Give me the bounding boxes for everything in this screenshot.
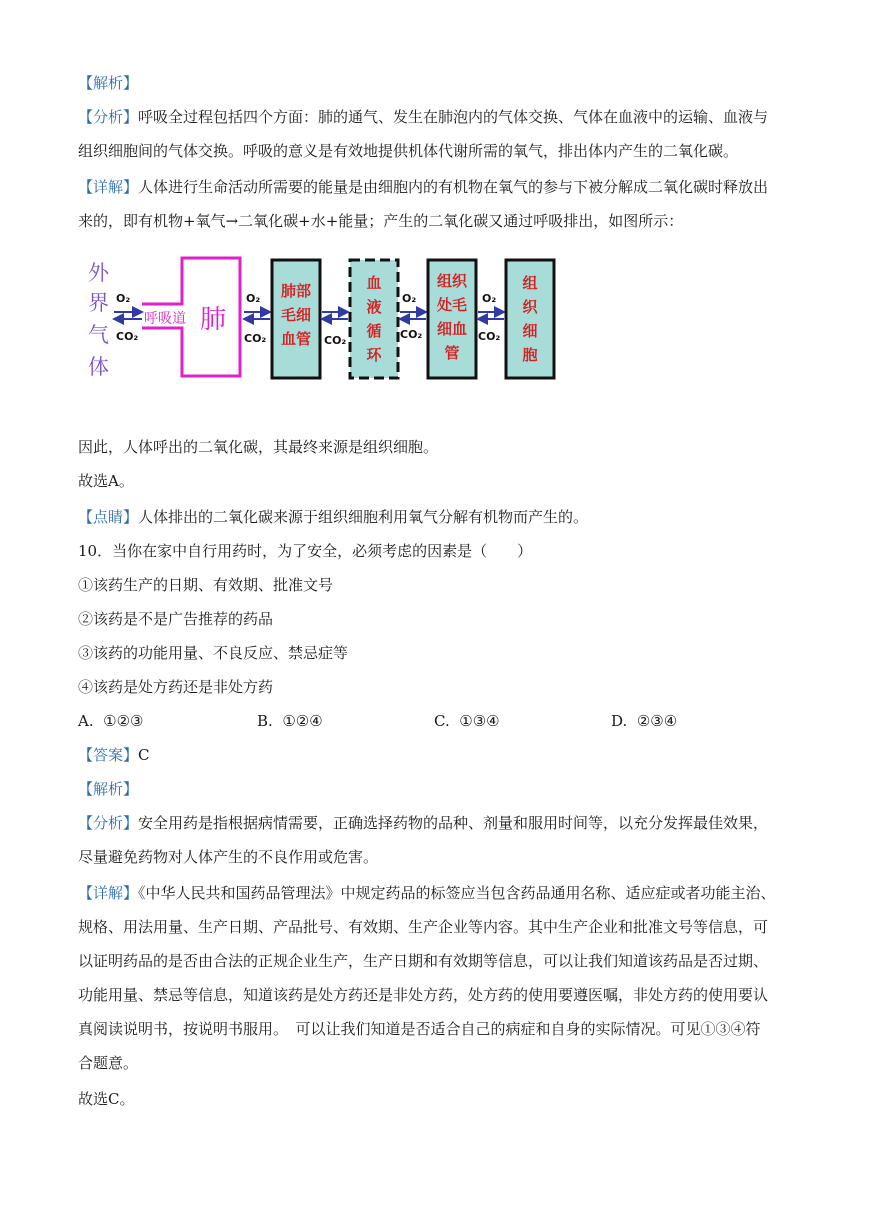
jiexi-heading: 【解析】 xyxy=(78,780,139,798)
xiangjie-line-1: 【详解】人体进行生命活动所需要的能量是由细胞内的有机物在氧气的参与下被分解成二氧化碳时释放出 xyxy=(78,178,769,196)
respiration-diagram xyxy=(84,252,556,388)
final-choice: 故选C。 xyxy=(78,1090,135,1108)
co2-label: CO₂ xyxy=(324,334,347,347)
blood-circulation-text: 环 xyxy=(366,346,382,364)
o2-label: O₂ xyxy=(482,292,497,305)
dianjing-tag: 【点睛】 xyxy=(78,508,139,526)
co2-label: CO₂ xyxy=(116,330,139,343)
fenxi-line-1: 【分析】安全用药是指根据病情需要，正确选择药物的品种、剂量和服用时间等，以充分发挥最佳效果， xyxy=(78,814,769,832)
xiangjie-line-3: 以证明药品的是否由合法的正规企业生产，生产日期和有效期等信息，可以让我们知道该药品是否过期、 xyxy=(78,952,769,970)
fenxi-line-1: 【分析】呼吸全过程包括四个方面：肺的通气、发生在肺泡内的气体交换、气体在血液中的运输、血液与 xyxy=(78,108,769,126)
co2-label: CO₂ xyxy=(478,330,501,343)
tissue-capillary-text: 管 xyxy=(444,344,460,362)
answer-tag: 【答案】 xyxy=(78,746,139,764)
fenxi-tag: 【分析】 xyxy=(78,814,139,832)
question-item: ①该药生产的日期、有效期、批准文号 xyxy=(78,576,334,594)
outside-air-char: 界 xyxy=(88,291,109,315)
question-item: ④该药是处方药还是非处方药 xyxy=(78,678,274,696)
choice-line: 故选A。 xyxy=(78,472,134,490)
co2-label: CO₂ xyxy=(400,328,423,341)
blood-circulation-text: 循 xyxy=(366,322,382,340)
xiangjie-tag: 【详解】 xyxy=(78,884,139,902)
dianjing-line: 【点睛】人体排出的二氧化碳来源于组织细胞利用氧气分解有机物而产生的。 xyxy=(78,508,589,526)
tissue-cell-text: 胞 xyxy=(522,346,538,364)
tissue-cell-text: 细 xyxy=(522,322,538,340)
answer-value: C xyxy=(138,746,150,764)
option-a: A. ①②③ xyxy=(78,712,144,730)
xiangjie-line-5: 真阅读说明书，按说明书服用。 可以让我们知道是否适合自己的病症和自身的实际情况。可见①③④符 xyxy=(78,1020,761,1038)
o2-label: O₂ xyxy=(116,292,131,305)
outside-air-char: 体 xyxy=(88,355,109,379)
fenxi-line-2: 组织细胞间的气体交换。呼吸的意义是有效地提供机体代谢所需的氧气，排出体内产生的二氧化碳。 xyxy=(78,142,739,160)
question-item: ②该药是不是广告推荐的药品 xyxy=(78,610,274,628)
answer-line xyxy=(78,744,150,766)
conclusion-line: 因此，人体呼出的二氧化碳，其最终来源是组织细胞。 xyxy=(78,438,439,456)
tissue-capillary-text: 细血 xyxy=(436,320,468,338)
outside-air-char: 气 xyxy=(88,323,109,347)
tissue-capillary-text: 组织 xyxy=(436,272,468,290)
option-d: D. ②③④ xyxy=(611,712,678,730)
tissue-cell-text: 组 xyxy=(522,274,538,292)
xiangjie-tag: 【详解】 xyxy=(78,178,139,196)
tissue-capillary-text: 处毛 xyxy=(436,296,468,314)
option-b: B. ①②④ xyxy=(257,712,323,730)
xiangjie-line-2: 来的，即有机物+氧气→二氧化碳+水+能量；产生的二氧化碳又通过呼吸排出，如图所示： xyxy=(78,212,684,230)
lung-capillary-text: 肺部 xyxy=(280,282,312,300)
question-stem: 10．当你在家中自行用药时，为了安全，必须考虑的因素是（ ） xyxy=(78,542,533,560)
lung-label: 肺 xyxy=(200,305,227,335)
xiangjie-line-2: 规格、用法用量、生产日期、产品批号、有效期、生产企业等内容。其中生产企业和批准文号等信息，可 xyxy=(78,918,769,936)
lung-capillary-text: 血管 xyxy=(280,330,312,348)
question-item: ③该药的功能用量、不良反应、禁忌症等 xyxy=(78,644,349,662)
xiangjie-line-4: 功能用量、禁忌等信息，知道该药是处方药还是非处方药，处方药的使用要遵医嘱，非处方药的使用要认 xyxy=(78,986,769,1004)
lung-capillary-text: 毛细 xyxy=(280,306,312,324)
xiangjie-line-6: 合题意。 xyxy=(78,1054,139,1072)
airway-label: 呼吸道 xyxy=(144,311,186,327)
blood-circulation-text: 血 xyxy=(366,274,382,292)
co2-label: CO₂ xyxy=(244,332,267,345)
outside-air-char: 外 xyxy=(88,261,109,285)
tissue-cell-text: 织 xyxy=(522,298,538,316)
fenxi-tag: 【分析】 xyxy=(78,108,139,126)
o2-label: O₂ xyxy=(246,292,261,305)
o2-label: O₂ xyxy=(402,292,417,305)
blood-circulation-text: 液 xyxy=(366,298,382,316)
fenxi-line-2: 尽量避免药物对人体产生的不良作用或危害。 xyxy=(78,848,379,866)
xiangjie-line-1: 【详解】《中华人民共和国药品管理法》中规定药品的标签应当包含药品通用名称、适应症或者功能主治、 xyxy=(78,884,776,902)
option-c: C. ①③④ xyxy=(434,712,500,730)
jiexi-heading: 【解析】 xyxy=(78,74,139,92)
